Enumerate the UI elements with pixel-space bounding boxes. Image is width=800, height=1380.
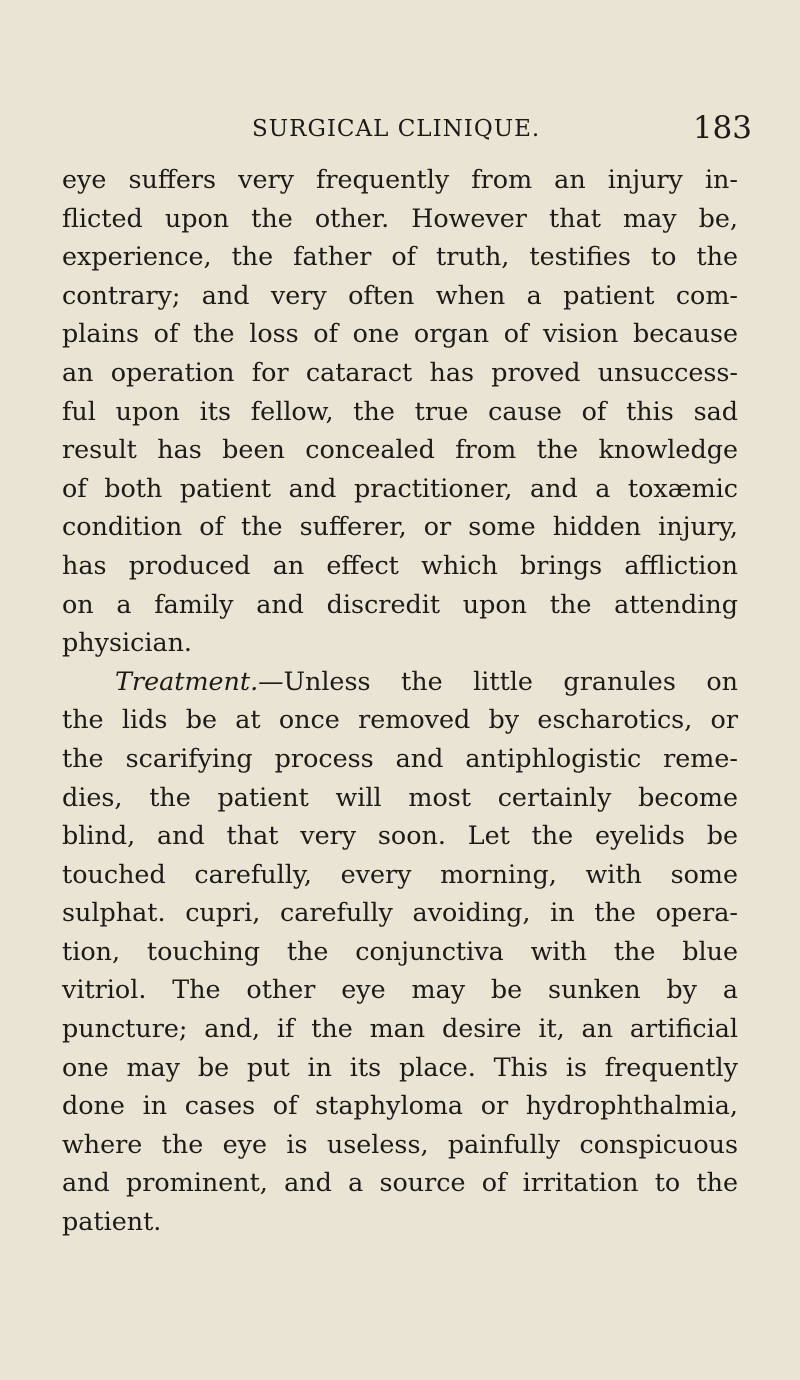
paragraph-1 bbox=[62, 160, 738, 662]
body-text bbox=[62, 160, 738, 1241]
text-line: eye suffers very frequently from an injury in- bbox=[62, 164, 738, 194]
text-line: dies, the patient will most certainly become bbox=[62, 781, 738, 812]
text-line: touched carefully, every morning, with some bbox=[62, 858, 738, 889]
text-line: contrary; and very often when a patient com- bbox=[62, 279, 738, 310]
running-title: SURGICAL CLINIQUE. bbox=[252, 116, 541, 142]
text-line: of both patient and practitioner, and a toxæmic bbox=[62, 472, 738, 503]
text-line: where the eye is useless, painfully conspicuous bbox=[62, 1128, 738, 1159]
text-line: plains of the loss of one organ of vision because bbox=[62, 318, 738, 349]
running-head bbox=[252, 110, 752, 154]
text-line: has produced an effect which brings affliction bbox=[62, 549, 738, 580]
text-line: on a family and discredit upon the attending bbox=[62, 588, 738, 619]
text-line: and prominent, and a source of irritation to the bbox=[62, 1167, 738, 1198]
treatment-heading: Treatment. bbox=[115, 665, 259, 696]
text-line: experience, the father of truth, testifies to the bbox=[62, 241, 738, 272]
paragraph-2 bbox=[62, 662, 738, 1241]
text-line: physician. bbox=[62, 627, 193, 658]
text-line: vitriol. The other eye may be sunken by a bbox=[62, 974, 738, 1005]
text-line: puncture; and, if the man desire it, an artificial bbox=[62, 1013, 738, 1044]
text-line: sulphat. cupri, carefully avoiding, in the opera- bbox=[62, 897, 738, 928]
text-line: result has been concealed from the knowledge bbox=[62, 434, 738, 465]
text-line: the lids be at once removed by escharotics, or bbox=[62, 704, 738, 735]
text-line: patient. bbox=[62, 1206, 162, 1237]
text-line-rest: —Unless the little granules on bbox=[258, 665, 738, 696]
text-line: the scarifying process and antiphlogistic reme- bbox=[62, 742, 738, 773]
text-line: done in cases of staphyloma or hydrophthalmia, bbox=[62, 1090, 738, 1121]
text-line: blind, and that very soon. Let the eyelids be bbox=[62, 820, 738, 851]
text-line: tion, touching the conjunctiva with the blue bbox=[62, 935, 738, 966]
text-line: an operation for cataract has proved unsuccess- bbox=[62, 356, 738, 387]
text-line: condition of the sufferer, or some hidden injury, bbox=[62, 511, 738, 542]
text-line-first bbox=[62, 662, 738, 701]
text-line: one may be put in its place. This is frequently bbox=[62, 1051, 738, 1082]
text-line: ful upon its fellow, the true cause of this sad bbox=[62, 395, 738, 426]
page-number: 183 bbox=[692, 110, 752, 146]
text-line: flicted upon the other. However that may be, bbox=[62, 202, 738, 233]
